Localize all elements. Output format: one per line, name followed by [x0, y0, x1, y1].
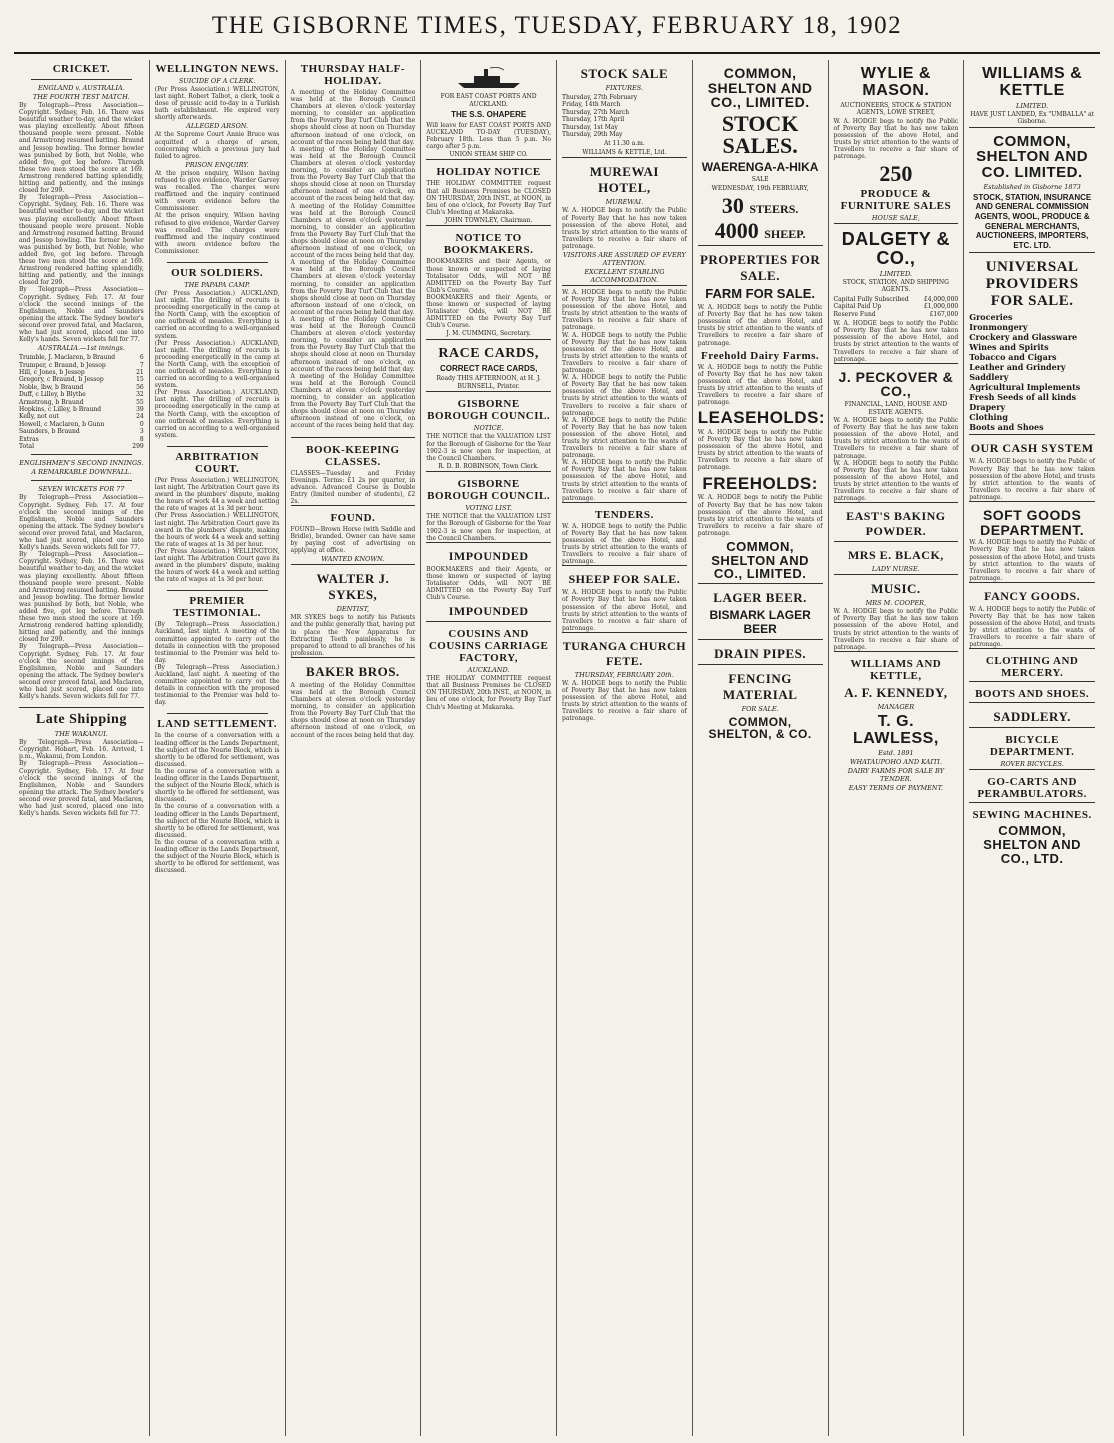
holiday-body-4: A meeting of the Holiday Committee was held at the Borough Council Chambers at eleven o'clock yesterday morning, to consider an application from the Poverty Bay Turf Club that the shops should close at noon on Thursday afternoon instead of one o'clock, on account of the races being held that day. — [290, 259, 416, 316]
second-innings-sub: A REMARKABLE DOWNFALL. — [31, 468, 132, 477]
holiday-notice-signer: JOHN TOWNLEY, Chairman. — [444, 216, 533, 224]
cricket-article — [19, 63, 144, 700]
bismark-title: BISMARK LAGER BEER — [709, 607, 811, 637]
fete-title: TURANGA CHURCH FETE. — [562, 638, 687, 668]
soldiers-body-3: (Per Press Association.) AUCKLAND, last night. The drilling of recruits is proceeding energetically in the camp at the North Camp, with the exception of one outbreak of measles. Everything is carried on according to a well-organised system. — [154, 389, 280, 439]
peckover-body: W. A. HODGE begs to notify the Public of Poverty Bay that he has now taken possession of the above Hotel, and trusts by strict attention to the wants of Travellers to receive a fair share of patronage. — [833, 417, 959, 460]
masthead-rule — [14, 52, 1100, 54]
arbitration-body-3: (Per Press Association.) WELLINGTON, last night. The Arbitration Court gave its award in the plumbers' dispute, making the hours of work 44 a week and setting the rate of wages at 1s 3d per hour. — [154, 547, 280, 584]
sheep-count: 4000 SHEEP. — [714, 218, 806, 244]
score-row: Trumper, c Braund, b Jessop 7 — [19, 361, 144, 369]
second-innings-body-2: By Telegraph—Press Association—Copyright. Sydney, Feb. 16. There was beautiful weather to-day, and the wicket was playing excellently. About fifteen thousand people were present. Noble and Armstrong resumed batting. Braund and Jessop bowling. The former bowler was punished by both, but Noble, who added five, got leg before. Through these two men stood the score at 169. Armstrong rendered batting splendidly, hitting and patiently, and the innings closed for 299. — [19, 551, 144, 644]
cs-sub: Established in Gisborne 1873 — [983, 182, 1081, 191]
arbitration-article — [155, 451, 280, 583]
premier-article — [155, 595, 280, 706]
settlement-body-4: In the course of a conversation with a leading officer in the Lands Department, the subject of the Nourie Block, which is shortly to be offered for settlement, was discussed. — [154, 838, 280, 875]
stock-sale-firm: WILLIAMS & KETTLE, Ltd. — [582, 148, 667, 156]
wk-ad — [969, 60, 1095, 126]
bookmakers-body-2: BOOKMAKERS and their Agents, or those known or suspected of laying Totalisator Odds, will NOT BE ADMITTED on the Poverty Bay Turf Club's Course. — [426, 293, 551, 330]
wylie-sub: AUCTIONEERS, STOCK & STATION AGENTS, LOWE STREET, — [840, 101, 952, 117]
music-ad — [834, 574, 959, 651]
stock-sale-time: At 11.30 a.m. — [604, 140, 645, 148]
wanted-title: WANTED KNOWN. — [321, 555, 385, 564]
cricket-subtitle-2: THE FOURTH TEST MATCH. — [32, 93, 130, 101]
cash-ad — [969, 434, 1095, 501]
hotel-ad — [562, 157, 687, 284]
score-row: Howell, c Maclaren, b Gunn 0 — [19, 420, 144, 428]
score-row: Saunders, b Braund 3 — [19, 428, 144, 436]
wylie-body: W. A. HODGE begs to notify the Public of Poverty Bay that he has now taken possession of the above Hotel, and trusts by strict attention to the wants of Travellers to receive a fair share of patronage. — [833, 117, 959, 161]
soldiers-body-2: (Per Press Association.) AUCKLAND, last night. The drilling of recruits is proceeding energetically in the camp at the North Camp, with the exception of one outbreak of measles. Everything is carried on according to a well-organised system. — [154, 339, 280, 390]
bookmakers-signer: J. M. CUMMING, Secretary. — [446, 330, 531, 338]
impounded-body: BOOKMAKERS and their Agents, or those known or suspected of laying Totalisator Odds, will NOT BE ADMITTED on the Poverty Bay Turf Club's Course. — [426, 565, 551, 602]
dalgety-title: DALGETY & CO., — [841, 229, 950, 269]
column-2 — [150, 60, 286, 1436]
saddlery-ad — [969, 702, 1095, 725]
found-body: FOUND—Brown Horse (with Saddle and Bridle), branded. Owner can have same by paying cost of advertising on applying at office. — [290, 525, 416, 555]
prison-sub: PRISON ENQUIRY. — [185, 160, 249, 169]
universal-title: UNIVERSAL PROVIDERS FOR SALE. — [985, 259, 1079, 310]
premier-title: PREMIER TESTIMONIAL. — [173, 595, 261, 620]
score-row: Extras 8 — [19, 435, 144, 443]
dentist-sub: DENTIST, — [336, 605, 370, 614]
list-item: Thursday, 29th May — [562, 131, 623, 139]
farm-for-sale: FARM FOR SALE. — [705, 286, 816, 302]
lager-title: LAGER BEER. — [713, 589, 807, 605]
properties-title: PROPERTIES FOR SALE. — [699, 252, 821, 284]
soft-goods-body: W. A. HODGE begs to notify the Public of Poverty Bay that he has now taken possession of the above Hotel, and trusts by strict attention to the wants of Travellers to receive a fair share of patronage. — [969, 539, 1095, 582]
settlement-title: LAND SETTLEMENT. — [157, 718, 277, 731]
house-sale: HOUSE SALE, — [871, 214, 920, 223]
holiday-body-2: A meeting of the Holiday Committee was held at the Borough Council Chambers at eleven o'clock yesterday morning, to consider an application from the Poverty Bay Turf Club that the shops should close at noon on Thursday afternoon instead of one o'clock, on account of the races being held that day. — [290, 145, 416, 203]
capital-row: Capital Paid Up £1,000,000 — [833, 303, 959, 311]
wellington-sub: SUICIDE OF A CLERK. — [178, 77, 256, 85]
music-body: W. A. HODGE begs to notify the Public of Poverty Bay that he has now taken possession of the above Hotel, and trusts by strict attention to the wants of Travellers to receive a fair share of patronage. — [833, 608, 959, 651]
column-3 — [286, 60, 422, 1436]
carriage-ad — [426, 621, 551, 710]
list-item: Ironmongery — [969, 322, 1028, 333]
shipping-title: Late Shipping — [35, 712, 127, 728]
cash-title: OUR CASH SYSTEM — [970, 441, 1094, 456]
voting-body: THE NOTICE that the VALUATION LIST for the Borough of Gisborne for the Year 1902-3 is now open for inspection, at the Council Chambers. — [426, 513, 551, 542]
firm-title: COMMON, SHELTON AND CO., LIMITED. — [707, 65, 813, 111]
waerenga-title: WAERENGA-A-HIKA — [701, 160, 819, 175]
settlement-body-3: In the course of a conversation with a leading officer in the Lands Department, the subject of the Nourie Block, which is shortly to be offered for settlement, was discussed. — [154, 803, 280, 839]
fancy-ad — [969, 582, 1095, 649]
footer-firm-8: COMMON, SHELTON AND CO., LTD. — [983, 823, 1081, 866]
column-5 — [557, 60, 693, 1436]
boots-title: BOOTS AND SHOES. — [975, 688, 1090, 701]
leaseholds-body: W. A. HODGE begs to notify the Public of Poverty Bay that he has now taken possession of the above Hotel, and trusts by strict attention to the wants of Travellers to receive a fair share of patronage. — [697, 429, 823, 472]
score-row: Armstrong, b Braund 55 — [19, 398, 144, 406]
list-item: Crockery and Glassware — [969, 332, 1078, 343]
kettle-ad — [834, 651, 959, 793]
lager-ad — [698, 583, 823, 637]
booking-ad — [291, 437, 416, 505]
fancy-title: FANCY GOODS. — [984, 588, 1081, 603]
booking-title: BOOK-KEEPING CLASSES. — [306, 443, 400, 468]
bicycle-ad — [969, 727, 1095, 768]
nurse-ad — [834, 541, 959, 573]
carts-ad — [969, 769, 1095, 800]
list-item: Agricultural Implements — [969, 382, 1081, 393]
prison-body: At the prison enquiry, Wilson having refused to give evidence, Warder Garvey was recalled. The charges were reaffirmed and the inquiry continued with sworn evidence before the Commissioner. — [154, 169, 280, 213]
prison-body-2: At the prison enquiry, Wilson having refused to give evidence, Warder Garvey was recalled. The charges were reaffirmed and the inquiry continued with sworn evidence before the Commissioner. — [154, 212, 280, 255]
second-innings-body-3: By Telegraph—Press Association—Copyright. Sydney, Feb. 17. At four o'clock the second innings of the Englishmen, Noble and Saunders opening the attack. The Sydney bowler's second over proved fatal, and Maclaren, who had just scored, placed one into Kelly's hands. Seven wickets fell for 77. — [19, 643, 144, 701]
classified-body-5: W. A. HODGE begs to notify the Public of Poverty Bay that he has now taken possession of the above Hotel, and trusts by strict attention to the wants of Travellers to receive a fair share of patronage. — [562, 459, 687, 502]
freehold-title: Freehold Dairy Farms. — [701, 349, 820, 362]
list-item: Thursday, 1st May — [562, 123, 618, 131]
sheep-title: SHEEP FOR SALE. — [568, 572, 681, 587]
holiday-title: THURSDAY HALF-HOLIDAY. — [300, 63, 406, 87]
holiday-notice-ad — [426, 159, 551, 224]
capital-row: Reserve Fund £167,000 — [833, 310, 959, 318]
list-item: Wines and Spirits — [969, 342, 1049, 353]
waerenga-sub: SALE — [751, 176, 769, 184]
arbitration-body-2: (Per Press Association.) WELLINGTON, last night. The Arbitration Court gave its award in the plumbers' dispute, making the hours of work 44 a week and setting the rate of wages at 1s 3d per hour. — [154, 512, 280, 548]
list-item: Thursday, 17th April — [562, 116, 625, 124]
divider — [31, 454, 132, 455]
voting-ad — [426, 471, 551, 541]
steamer-heading: FOR EAST COAST PORTS AND AUCKLAND. — [440, 93, 537, 108]
classified-body-4: W. A. HODGE begs to notify the Public of Poverty Bay that he has now taken possession of the above Hotel, and trusts by strict attention to the wants of Travellers to receive a fair share of patronage. — [562, 416, 687, 460]
list-item: Groceries — [969, 312, 1013, 323]
holiday-body-5: A meeting of the Holiday Committee was held at the Borough Council Chambers at eleven o'clock yesterday morning, to consider an application from the Poverty Bay Turf Club that the shops should close at noon on Thursday afternoon instead of one o'clock, on account of the races being held that day. — [290, 316, 416, 373]
wk-body: HAVE JUST LANDED, Ex "UMBALLA" at Gisborne. — [970, 110, 1095, 126]
baker-title: BAKER BROS. — [306, 663, 400, 679]
list-item: Drapery — [969, 402, 1006, 413]
holiday-notice-title: HOLIDAY NOTICE — [436, 166, 541, 179]
cash-body: W. A. HODGE begs to notify the Public of Poverty Bay that he has now taken possession of the above Hotel, and trusts by strict attention to the wants of Travellers to receive a fair share of patronage. — [969, 458, 1095, 501]
peckover-sub: FINANCIAL, LAND, HOUSE AND ESTATE AGENTS. — [844, 401, 948, 416]
second-innings-body: By Telegraph—Press Association—Copyright. Sydney, Feb. 17. At four o'clock the second innings of the Englishmen, Noble and Saunders opening the attack. The Sydney bowler's second over proved fatal, and Maclaren, who had just scored, placed one into Kelly's hands. Seven wickets fell for 77. — [19, 494, 144, 552]
list-item: Clothing — [969, 412, 1008, 423]
column-4 — [421, 60, 557, 1436]
score-row: Gregory, c Braund, b Jessop 15 — [19, 376, 144, 384]
dentist-ad — [291, 564, 416, 657]
sewing-ad — [969, 802, 1095, 865]
stock-sale-ad — [562, 60, 687, 156]
masthead — [0, 0, 1114, 52]
settlement-article — [155, 718, 280, 874]
race-cards-body: Ready THIS AFTERNOON, at H. J. BURNSELL, Printer. — [436, 375, 541, 390]
shipping-body: By Telegraph—Press Association—Copyright. Hobart, Feb. 16. Arrived, 1 p.m., Wakanui, from London. — [19, 739, 144, 761]
list-item: Thursday, 27th February — [562, 94, 638, 101]
scores-title: AUSTRALIA.—1st innings. — [37, 344, 125, 353]
cs-agents: STOCK, STATION, INSURANCE AND GENERAL COMMISSION AGENTS, WOOL, PRODUCE & GENERAL MERCHANTS, AUCTIONEERS, IMPORTERS, ETC. LTD. — [973, 192, 1092, 250]
list-item: Fresh Seeds of all kinds — [969, 392, 1077, 403]
shipping-sub: THE WAKANUI. — [54, 730, 108, 739]
produce-title: PRODUCE & FURNITURE SALES — [840, 188, 952, 213]
wylie-title: WYLIE & MASON. — [860, 65, 931, 99]
race-cards-title: RACE CARDS, — [438, 345, 539, 361]
stock-sale-sub: FIXTURES. — [605, 84, 644, 92]
universal-ad — [969, 252, 1095, 432]
black-sub: LADY NURSE. — [871, 565, 920, 574]
tenders-title: TENDERS. — [595, 508, 654, 521]
steamer-body: Will leave for EAST COAST PORTS AND AUCKLAND TO-DAY (TUESDAY), February 18th. Less than 5 p.m. No cargo after 5 p.m. — [426, 121, 551, 150]
fete-sub: THURSDAY, FEBRUARY 20th. — [574, 670, 674, 679]
list-item: Leather and Grindery — [969, 362, 1066, 373]
soft-goods-title: SOFT GOODS DEPARTMENT. — [980, 506, 1085, 538]
divider — [167, 713, 268, 714]
soldiers-sub: THE PAPAPA CAMP. — [184, 280, 250, 289]
dalgety-ad — [834, 223, 959, 363]
council-sub: NOTICE. — [473, 424, 504, 433]
second-innings-sub-2: SEVEN WICKETS FOR 77 — [38, 485, 125, 494]
kettle-title: WILLIAMS AND KETTLE, — [850, 657, 942, 682]
voting-sub: VOTING LIST. — [465, 504, 512, 513]
dalgety-body: W. A. HODGE begs to notify the Public of Poverty Bay that he has now taken possession of the above Hotel, and trusts by strict attention to the wants of Travellers to receive a fair share of patronage. — [833, 320, 959, 363]
baker-body: A meeting of the Holiday Committee was held at the Borough Council Chambers at eleven o'clock yesterday morning, to consider an application from the Poverty Bay Turf Club that the shops should close at noon on Thursday afternoon instead of one o'clock, on account of the races being held that day. — [290, 681, 416, 739]
settlement-body: In the course of a conversation with a leading officer in the Lands Department, the subject of the Nourie Block, which is shortly to be offered for settlement, was discussed. — [154, 732, 280, 768]
impounded-title: IMPOUNDED — [448, 548, 529, 563]
steamer-company: UNION STEAM SHIP CO. — [449, 150, 528, 158]
wellington-title: WELLINGTON NEWS. — [155, 63, 279, 75]
column-1 — [14, 60, 150, 1436]
firm-title-2: COMMON, SHELTON AND CO., LIMITED. — [711, 538, 809, 582]
carts-title: GO-CARTS AND PERAMBULATORS. — [977, 776, 1087, 801]
universal-list — [969, 312, 1095, 432]
list-item: Thursday, 27th March — [562, 108, 630, 116]
soldiers-body: (Per Press Association.) AUCKLAND, last night. The drilling of recruits is proceeding energetically in the camp at the North Camp, with the exception of one outbreak of measles. Everything is carried on according to a well-organised system. — [154, 289, 280, 340]
cricket-body: By Telegraph—Press Association—Copyright. Sydney, Feb. 16. There was beautiful weather to-day, and the wicket was playing excellently. About fifteen thousand people were present. Noble and Armstrong resumed batting. Braund and Jessop bowling. The former bowler was punished by both, but Noble, who added five, got leg before. Through these two men stood the score at 169. Armstrong rendered batting splendidly, hitting and patiently, and the innings closed for 299. — [19, 102, 144, 195]
peckover-body-2: W. A. HODGE begs to notify the Public of Poverty Bay that he has now taken possession of the above Hotel, and trusts by strict attention to the wants of Travellers to receive a fair share of patronage. — [833, 459, 959, 503]
kennedy-title: A. F. KENNEDY, — [844, 684, 948, 700]
columns — [14, 60, 1100, 1436]
divider — [31, 480, 132, 481]
bookmakers-ad — [426, 225, 551, 337]
bookmakers-body: BOOKMAKERS and their Agents, or those known or suspected of laying Totalisator Odds, will NOT BE ADMITTED on the Poverty Bay Turf Club's Course. — [426, 258, 551, 294]
freeholds-title: FREEHOLDS: — [702, 473, 818, 493]
classified-body-3: W. A. HODGE begs to notify the Public of Poverty Bay that he has now taken possession of the above Hotel, and trusts by strict attention to the wants of Travellers to receive a fair share of patronage. — [562, 374, 687, 417]
saddlery-title: SADDLERY. — [993, 709, 1071, 725]
holiday-article — [291, 63, 416, 430]
arbitration-body: (Per Press Association.) WELLINGTON, last night. The Arbitration Court gave its award in the plumbers' dispute, making the hours of work 44 a week and setting the rate of wages at 1s 3d per hour. — [154, 476, 280, 513]
boots-ad — [969, 681, 1095, 700]
fete-body: W. A. HODGE begs to notify the Public of Poverty Bay that he has now taken possession of the above Hotel, and trusts by strict attention to the wants of Travellers to receive a fair share of patronage. — [562, 679, 687, 723]
cooper-title: MRS M. COOPER, — [865, 599, 927, 608]
sewing-title: SEWING MACHINES. — [972, 809, 1092, 822]
holiday-notice-body: THE HOLIDAY COMMITTEE request that all Business Premises be CLOSED ON THURSDAY, 20th INST., at NOON, in lieu of one o'clock, for Poverty Bay Turf Club's Meeting at Makaraka. — [426, 180, 551, 216]
steamship-icon — [454, 67, 524, 89]
black-title: MRS E. BLACK, — [847, 548, 944, 563]
score-row: Kelly, not out 24 — [19, 413, 144, 421]
cricket-title: CRICKET. — [52, 63, 111, 75]
list-item: Saddlery — [969, 372, 1009, 383]
score-row: Hill, c Jones, b Jessop 21 — [19, 369, 144, 376]
peckover-title: J. PECKOVER & CO., — [838, 368, 954, 400]
score-row: Noble, lbw, b Braund 56 — [19, 383, 144, 391]
wellington-article — [155, 63, 280, 255]
column-7 — [829, 60, 965, 1436]
tenders-body: W. A. HODGE begs to notify the Public of Poverty Bay that he has now taken possession of the above Hotel, and trusts by strict attention to the wants of Travellers to receive a fair share of patronage. — [562, 522, 687, 566]
fancy-body: W. A. HODGE begs to notify the Public of Poverty Bay that he has now taken possession of the above Hotel, and trusts by strict attention to the wants of Travellers to receive a fair share of patronage. — [969, 605, 1095, 649]
stock-sale-title: STOCK SALE — [580, 66, 669, 81]
race-cards-sub: CORRECT RACE CARDS, — [439, 363, 538, 373]
list-item: Tobacco and Cigars — [969, 352, 1057, 363]
found-ad — [291, 505, 416, 563]
impounded-ad — [426, 542, 551, 619]
found-title: FOUND. — [330, 511, 376, 524]
capital-row: Capital Fully Subscribed £4,000,000 — [833, 295, 959, 303]
holiday-body-3: A meeting of the Holiday Committee was held at the Borough Council Chambers at eleven o'clock yesterday morning, to consider an application from the Poverty Bay Turf Club that the shops should close at noon on Thursday afternoon instead of one o'clock, on account of the races being held that day. — [290, 202, 416, 260]
shipping-body-2: By Telegraph—Press Association—Copyright. Sydney, Feb. 17. At four o'clock the second innings of the Englishmen, Noble and Saunders opening the attack. The Sydney bowler's second over proved fatal, and Maclaren, who had just scored, placed one into Kelly's hands. Seven wickets fell for 77. — [19, 760, 144, 818]
dalgety-sub: LIMITED. — [879, 269, 912, 278]
dairy-farms-title: DAIRY FARMS FOR SALE BY TENDER. — [847, 767, 944, 784]
scores-list — [19, 354, 144, 450]
newspaper-title: THE GISBORNE TIMES, TUESDAY, FEBRUARY 18, 1902 — [211, 12, 903, 39]
fencing-ad — [698, 664, 823, 741]
score-row: Hopkins, c Lilley, b Braund 39 — [19, 406, 144, 414]
clothing-ad — [969, 648, 1095, 679]
divider — [167, 590, 268, 591]
score-row: Trumble, J. Maclaren, b Braund 6 — [19, 354, 144, 362]
divider — [167, 262, 268, 263]
cricket-body-more: By Telegraph—Press Association—Copyright. Sydney, Feb. 17. At four o'clock the second innings of the Englishmen, Noble and Saunders opening the attack. The Sydney bowler's second over proved fatal, and Maclaren, who had just scored, placed one into Kelly's hands. Seven wickets fell for 77. — [19, 286, 144, 344]
holiday-body-6: A meeting of the Holiday Committee was held at the Borough Council Chambers at eleven o'clock yesterday morning, to consider an application from the Poverty Bay Turf Club that the shops should close at noon on Thursday afternoon instead of one o'clock, on account of the races being held that day. — [290, 372, 416, 430]
wk-sub: LIMITED. — [1016, 101, 1049, 110]
clothing-title: CLOTHING AND MERCERY. — [985, 655, 1079, 680]
carriage-body: THE HOLIDAY COMMITTEE request that all Business Premises be CLOSED ON THURSDAY, 20th INST., at NOON, in lieu of one o'clock, for Poverty Bay Turf Club's Meeting at Makaraka. — [426, 675, 551, 711]
premier-body: (By Telegraph—Press Association.) Auckland, last night. A meeting of the committee appointed to carry out the details in connection with the proposed testimonial to the Premier was held to-day. — [154, 621, 280, 664]
steamer-name: THE S.S. OHAPERE — [451, 110, 527, 119]
arbitration-title: ARBITRATION COURT. — [175, 450, 259, 475]
steers-count: 30 STEERS. — [721, 193, 799, 219]
council-title: GISBORNE BOROUGH COUNCIL. — [427, 398, 551, 423]
lawless-title: T. G. LAWLESS, — [852, 712, 939, 747]
cricket-body-continued: By Telegraph—Press Association—Copyright. Sydney, Feb. 16. There was beautiful weather to-day, and the wicket was playing excellently. About fifteen thousand people were present. Noble and Armstrong resumed batting. Braund and Jessop bowling. The former bowler was punished by both, but Noble, who added five, got leg before. Through these two men stood the score at 169. Armstrong rendered batting splendidly, hitting and patiently, and the innings closed for 299. — [19, 194, 144, 287]
arson-sub: ALLEGED ARSON. — [186, 122, 249, 131]
capital-list — [834, 296, 959, 318]
dentist-title: WALTER J. SYKES, — [316, 571, 390, 603]
race-cards-ad — [426, 339, 551, 391]
fencing-title: FENCING MATERIAL — [722, 670, 798, 702]
arson-body: At the Supreme Court Annie Bruce was acquitted of a charge of arson, concerning which a previous jury had failed to agree. — [154, 131, 280, 160]
tenders-ad — [562, 502, 687, 566]
drain-ad — [698, 639, 823, 662]
cs-title: COMMON, SHELTON AND CO. LIMITED. — [976, 132, 1089, 182]
dentist-body: MR SYKES begs to notify his Patients and the public generally that, having put in place the New Apparatus for Extracting Teeth painlessly, he is prepared to attend to all branches of his profession. — [290, 614, 416, 657]
voting-title: GISBORNE BOROUGH COUNCIL. — [427, 478, 551, 503]
carriage-title: COUSINS AND COUSINS CARRIAGE FACTORY, — [428, 628, 549, 665]
properties-ad — [697, 245, 826, 582]
impounded-title-2: IMPOUNDED — [448, 604, 529, 619]
hotel-body: W. A. HODGE begs to notify the Public of Poverty Bay that he has now taken possession of the above Hotel, and trusts by strict attention to the wants of Travellers to receive a fair share of patronage. — [562, 207, 687, 250]
fencing-sub: FOR SALE. — [741, 704, 779, 713]
column-6 — [693, 60, 829, 1436]
stock-sales-title: STOCK SALES. — [721, 111, 799, 159]
waerenga-date: WEDNESDAY, 19th FEBRUARY, — [711, 184, 809, 192]
stock-sale-dates — [562, 94, 687, 138]
leaseholds-title: LEASEHOLDS: — [697, 408, 826, 428]
divider — [167, 446, 268, 447]
classified-ads — [562, 285, 687, 502]
soldiers-title: OUR SOLDIERS. — [171, 266, 264, 279]
music-title: MUSIC. — [871, 581, 921, 597]
score-total-row: Total 299 — [19, 443, 144, 451]
carriage-sub: AUCKLAND. — [467, 666, 510, 675]
drain-title: DRAIN PIPES. — [714, 645, 807, 661]
baking-title: EAST'S BAKING POWDER. — [846, 509, 946, 539]
dalgety-sub-2: STOCK, STATION, AND SHIPPING AGENTS. — [842, 278, 949, 294]
premier-body-2: (By Telegraph—Press Association.) Auckland, last night. A meeting of the committee appointed to carry out the details in connection with the proposed testimonial to the Premier was held to-day. — [154, 663, 280, 707]
baker-ad — [291, 657, 416, 739]
holiday-body: A meeting of the Holiday Committee was held at the Borough Council Chambers at eleven o'clock yesterday morning, to consider an application from the Poverty Bay Turf Club that the shops should close at noon on Thursday afternoon instead of one o'clock, on account of the races being held that day. — [290, 89, 416, 146]
bicycle-title: BICYCLE DEPARTMENT. — [989, 734, 1075, 759]
sheep-body: W. A. HODGE begs to notify the Public of Poverty Bay that he has now taken possession of the above Hotel, and trusts by strict attention to the wants of Travellers to receive a fair share of patronage. — [562, 589, 687, 632]
stables-title: EXCELLENT STABLING ACCOMMODATION. — [584, 268, 665, 284]
hotel-title: MUREWAI HOTEL, — [589, 164, 659, 196]
footer-firm: COMMON, SHELTON, & CO. — [708, 714, 812, 742]
freehold-body: W. A. HODGE begs to notify the Public of Poverty Bay that he has now taken possession of the above Hotel, and trusts by strict attention to the wants of Travellers to receive a fair share of patronage. — [697, 363, 823, 407]
classified-body: W. A. HODGE begs to notify the Public of Poverty Bay that he has now taken possession of the above Hotel, and trusts by strict attention to the wants of Travellers to receive a fair share of patronage. — [562, 289, 687, 332]
divider — [31, 79, 132, 80]
second-innings-title: ENGLISHMEN'S SECOND INNINGS. — [19, 459, 144, 468]
council-ad — [426, 391, 551, 470]
cs-ad — [969, 127, 1095, 251]
bookmakers-title: NOTICE TO BOOKMAKERS. — [443, 232, 534, 257]
list-item: Friday, 14th March — [562, 101, 621, 109]
column-8 — [964, 60, 1100, 1436]
freeholds-body: W. A. HODGE begs to notify the Public of Poverty Bay that he has now taken possession of the above Hotel, and trusts by strict attention to the wants of Travellers to receive a fair share of patronage. — [697, 494, 823, 537]
council-body: THE NOTICE that the VALUATION LIST for the Borough of Gisborne for the Year 1902-3 is now open for inspection, at the Council Chambers. — [426, 433, 551, 462]
baking-ad — [834, 502, 959, 539]
divider — [19, 707, 144, 708]
peckover-ad — [834, 363, 959, 503]
sheep-ad — [562, 565, 687, 632]
score-row: Duff, c Lilley, b Blythe 32 — [19, 391, 144, 399]
rover-title: ROVER BICYCLES. — [1000, 760, 1064, 769]
settlement-body-2: In the course of a conversation with a leading officer in the Lands Department, the subject of the Nourie Block, which is shortly to be offered for settlement, was discussed. — [154, 767, 280, 804]
cs-stock-ad — [698, 60, 823, 242]
hotel-sub: MUREWAI. — [605, 198, 644, 207]
wylie-count: 250 — [879, 161, 913, 187]
lawless-sub: Estd. 1891 — [878, 749, 914, 758]
whataupoho-title: WHATAUPOHO AND KAITI. — [849, 758, 942, 767]
booking-body: CLASSES—Tuesday and Friday Evenings. Terms: £1 2s per quarter, in advance. Advanced Course in Double Entry (limited number of students), £2 2s. — [290, 469, 416, 505]
steamer-ad — [426, 60, 551, 158]
wellington-body: (Per Press Association.) WELLINGTON, last night. Robert Talbot, a clerk, took a dose of prussic acid to-day in a Turkish bath establishment. He expired very shortly afterwards. — [154, 86, 280, 122]
classified-body-2: W. A. HODGE begs to notify the Public of Poverty Bay that he has now taken possession of the above Hotel, and trusts by strict attention to the wants of Travellers to receive a fair share of patronage. — [562, 331, 687, 375]
soldiers-article — [155, 267, 280, 439]
shipping-article — [19, 712, 144, 817]
easy-terms-title: EASY TERMS OF PAYMENT. — [848, 784, 944, 793]
fete-ad — [562, 632, 687, 723]
list-item: Boots and Shoes — [969, 422, 1044, 433]
wylie-ad — [834, 60, 959, 222]
cricket-subtitle: ENGLAND v. AUSTRALIA. — [37, 84, 125, 92]
soft-goods-ad — [969, 501, 1095, 582]
kennedy-sub: MANAGER — [877, 702, 915, 711]
wk-title: WILLIAMS & KETTLE — [982, 65, 1083, 99]
properties-body: W. A. HODGE begs to notify the Public of Poverty Bay that he has now taken possession of the above Hotel, and trusts by strict attention to the wants of Travellers to receive a fair share of patronage. — [697, 304, 823, 347]
council-signer: R. D. B. ROBINSON, Town Clerk. — [438, 462, 539, 470]
hotel-sub-2: VISITORS ARE ASSURED OF EVERY ATTENTION. — [563, 251, 686, 267]
